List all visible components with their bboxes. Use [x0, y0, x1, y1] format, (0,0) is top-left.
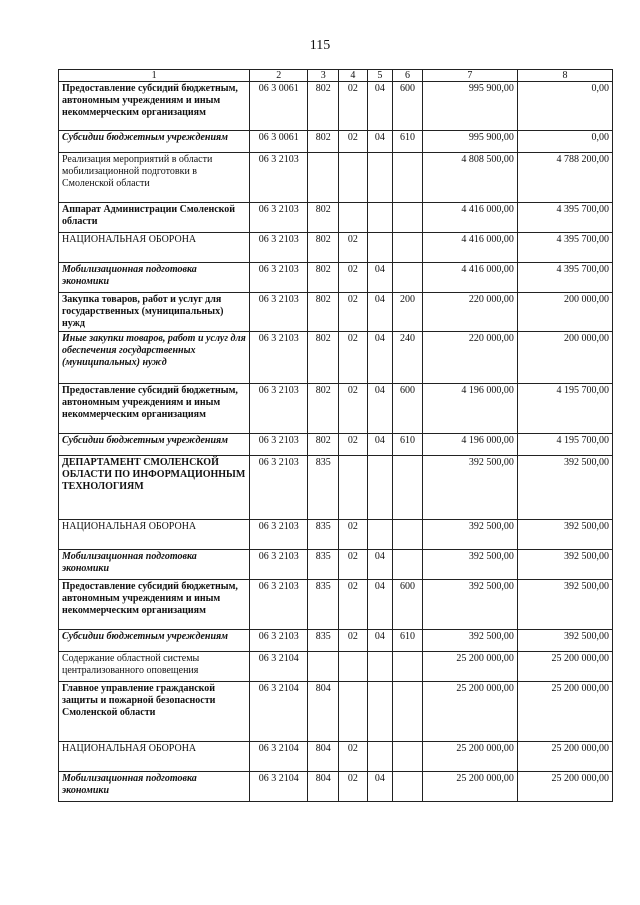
row-expense-type [393, 203, 423, 233]
row-subsection: 04 [367, 263, 393, 293]
row-subsection [367, 456, 393, 520]
table-row [59, 550, 613, 580]
row-subsection [367, 233, 393, 263]
row-sum-year2: 4 395 700,00 [517, 263, 612, 293]
row-name: Содержание областной системы централизованного оповещения [59, 652, 250, 682]
row-subsection [367, 203, 393, 233]
row-expense-type: 600 [393, 580, 423, 630]
header-cell: 7 [422, 70, 517, 82]
row-subsection: 04 [367, 580, 393, 630]
row-expense-type [393, 682, 423, 742]
table-row [59, 580, 613, 630]
row-grbs: 835 [308, 520, 339, 550]
row-sum-year1: 25 200 000,00 [422, 772, 517, 802]
row-expense-type: 610 [393, 131, 423, 153]
table-row [59, 434, 613, 456]
table-row [59, 772, 613, 802]
row-code: 06 3 2103 [250, 434, 308, 456]
row-grbs: 802 [308, 82, 339, 131]
row-sum-year1: 4 196 000,00 [422, 384, 517, 434]
row-code: 06 3 2103 [250, 384, 308, 434]
table-row [59, 742, 613, 772]
row-name: Субсидии бюджетным учреждениям [59, 131, 250, 153]
row-name: Закупка товаров, работ и услуг для государственных (муниципальных) нужд [59, 293, 250, 332]
table-row [59, 652, 613, 682]
row-sum-year2: 0,00 [517, 131, 612, 153]
row-grbs: 802 [308, 233, 339, 263]
row-sum-year2: 200 000,00 [517, 293, 612, 332]
row-sum-year2: 200 000,00 [517, 332, 612, 384]
row-subsection [367, 682, 393, 742]
row-code: 06 3 2103 [250, 580, 308, 630]
row-expense-type: 610 [393, 434, 423, 456]
row-code: 06 3 2103 [250, 293, 308, 332]
row-expense-type [393, 520, 423, 550]
row-grbs: 835 [308, 456, 339, 520]
row-sum-year1: 4 808 500,00 [422, 153, 517, 203]
row-code: 06 3 2103 [250, 520, 308, 550]
table-row [59, 682, 613, 742]
row-section: 02 [339, 263, 368, 293]
row-section: 02 [339, 550, 368, 580]
table-row [59, 293, 613, 332]
row-name: Аппарат Администрации Смоленской области [59, 203, 250, 233]
row-sum-year1: 4 416 000,00 [422, 233, 517, 263]
row-code: 06 3 0061 [250, 131, 308, 153]
row-subsection: 04 [367, 82, 393, 131]
row-code: 06 3 2104 [250, 682, 308, 742]
row-grbs [308, 153, 339, 203]
row-expense-type [393, 153, 423, 203]
row-grbs: 802 [308, 131, 339, 153]
table-row [59, 203, 613, 233]
row-section: 02 [339, 233, 368, 263]
row-code: 06 3 2104 [250, 652, 308, 682]
row-section: 02 [339, 82, 368, 131]
row-code: 06 3 0061 [250, 82, 308, 131]
row-sum-year1: 4 416 000,00 [422, 203, 517, 233]
row-expense-type: 240 [393, 332, 423, 384]
row-grbs: 802 [308, 263, 339, 293]
row-subsection: 04 [367, 630, 393, 652]
table-row [59, 233, 613, 263]
row-section: 02 [339, 520, 368, 550]
row-grbs: 835 [308, 630, 339, 652]
row-name: Мобилизационная подготовка экономики [59, 263, 250, 293]
row-section [339, 153, 368, 203]
row-section: 02 [339, 332, 368, 384]
budget-table [58, 69, 613, 802]
row-name: Субсидии бюджетным учреждениям [59, 630, 250, 652]
row-section: 02 [339, 384, 368, 434]
row-code: 06 3 2104 [250, 742, 308, 772]
row-section: 02 [339, 434, 368, 456]
header-cell: 2 [250, 70, 308, 82]
row-expense-type: 610 [393, 630, 423, 652]
row-sum-year1: 392 500,00 [422, 580, 517, 630]
row-grbs: 835 [308, 580, 339, 630]
table-row [59, 263, 613, 293]
row-code: 06 3 2103 [250, 153, 308, 203]
header-cell: 1 [59, 70, 250, 82]
header-cell: 6 [393, 70, 423, 82]
row-sum-year1: 392 500,00 [422, 630, 517, 652]
header-cell: 8 [517, 70, 612, 82]
row-sum-year1: 25 200 000,00 [422, 742, 517, 772]
row-subsection: 04 [367, 131, 393, 153]
row-sum-year1: 392 500,00 [422, 520, 517, 550]
row-sum-year2: 25 200 000,00 [517, 652, 612, 682]
row-section: 02 [339, 630, 368, 652]
table-row [59, 520, 613, 550]
row-grbs: 802 [308, 203, 339, 233]
row-name: Реализация мероприятий в области мобилизационной подготовки в Смоленской области [59, 153, 250, 203]
row-expense-type: 600 [393, 82, 423, 131]
row-section [339, 456, 368, 520]
row-subsection [367, 153, 393, 203]
row-sum-year2: 25 200 000,00 [517, 772, 612, 802]
row-grbs: 802 [308, 332, 339, 384]
row-sum-year2: 392 500,00 [517, 520, 612, 550]
row-expense-type [393, 652, 423, 682]
row-grbs: 804 [308, 682, 339, 742]
row-expense-type: 600 [393, 384, 423, 434]
table-row [59, 332, 613, 384]
row-expense-type [393, 233, 423, 263]
row-sum-year1: 220 000,00 [422, 332, 517, 384]
row-subsection: 04 [367, 772, 393, 802]
row-sum-year1: 25 200 000,00 [422, 652, 517, 682]
row-name: Мобилизационная подготовка экономики [59, 550, 250, 580]
row-code: 06 3 2103 [250, 332, 308, 384]
row-sum-year2: 4 195 700,00 [517, 434, 612, 456]
row-code: 06 3 2103 [250, 456, 308, 520]
row-sum-year2: 392 500,00 [517, 580, 612, 630]
row-sum-year2: 4 395 700,00 [517, 233, 612, 263]
header-cell: 4 [339, 70, 368, 82]
row-name: Главное управление гражданской защиты и пожарной безопасности Смоленской области [59, 682, 250, 742]
row-code: 06 3 2103 [250, 203, 308, 233]
table-row [59, 82, 613, 131]
row-sum-year1: 4 416 000,00 [422, 263, 517, 293]
row-name: Иные закупки товаров, работ и услуг для обеспечения государственных (муниципальных) нужд [59, 332, 250, 384]
row-sum-year1: 995 900,00 [422, 82, 517, 131]
row-section: 02 [339, 293, 368, 332]
row-section: 02 [339, 131, 368, 153]
row-code: 06 3 2103 [250, 630, 308, 652]
row-name: НАЦИОНАЛЬНАЯ ОБОРОНА [59, 233, 250, 263]
row-subsection: 04 [367, 293, 393, 332]
row-grbs: 802 [308, 384, 339, 434]
row-name: Мобилизационная подготовка экономики [59, 772, 250, 802]
row-code: 06 3 2104 [250, 772, 308, 802]
row-expense-type [393, 772, 423, 802]
table-row [59, 456, 613, 520]
header-cell: 5 [367, 70, 393, 82]
row-sum-year2: 392 500,00 [517, 630, 612, 652]
row-section [339, 652, 368, 682]
row-grbs: 804 [308, 742, 339, 772]
table-row [59, 630, 613, 652]
row-sum-year2: 25 200 000,00 [517, 742, 612, 772]
row-grbs: 804 [308, 772, 339, 802]
row-grbs [308, 652, 339, 682]
row-expense-type [393, 263, 423, 293]
row-sum-year2: 25 200 000,00 [517, 682, 612, 742]
row-subsection [367, 742, 393, 772]
row-sum-year2: 4 788 200,00 [517, 153, 612, 203]
row-code: 06 3 2103 [250, 550, 308, 580]
row-section [339, 682, 368, 742]
header-cell: 3 [308, 70, 339, 82]
row-subsection [367, 520, 393, 550]
row-name: Предоставление субсидий бюджетным, автономным учреждениям и иным некоммерческим организациям [59, 384, 250, 434]
row-grbs: 802 [308, 434, 339, 456]
table-row [59, 384, 613, 434]
row-expense-type [393, 456, 423, 520]
table-row [59, 153, 613, 203]
row-subsection: 04 [367, 384, 393, 434]
row-sum-year2: 392 500,00 [517, 550, 612, 580]
row-sum-year2: 0,00 [517, 82, 612, 131]
row-code: 06 3 2103 [250, 263, 308, 293]
row-name: ДЕПАРТАМЕНТ СМОЛЕНСКОЙ ОБЛАСТИ ПО ИНФОРМАЦИОННЫМ ТЕХНОЛОГИЯМ [59, 456, 250, 520]
row-sum-year2: 392 500,00 [517, 456, 612, 520]
row-sum-year2: 4 195 700,00 [517, 384, 612, 434]
row-code: 06 3 2103 [250, 233, 308, 263]
row-section [339, 203, 368, 233]
page-number: 115 [309, 38, 331, 53]
header-row [59, 70, 613, 82]
row-section: 02 [339, 580, 368, 630]
row-section: 02 [339, 742, 368, 772]
row-grbs: 802 [308, 293, 339, 332]
row-grbs: 835 [308, 550, 339, 580]
row-subsection: 04 [367, 332, 393, 384]
row-sum-year1: 392 500,00 [422, 550, 517, 580]
row-sum-year1: 220 000,00 [422, 293, 517, 332]
row-sum-year1: 25 200 000,00 [422, 682, 517, 742]
row-name: НАЦИОНАЛЬНАЯ ОБОРОНА [59, 742, 250, 772]
table-body [59, 70, 613, 802]
row-subsection: 04 [367, 434, 393, 456]
table-row [59, 131, 613, 153]
row-name: Предоставление субсидий бюджетным, автономным учреждениям и иным некоммерческим организациям [59, 580, 250, 630]
row-section: 02 [339, 772, 368, 802]
row-expense-type: 200 [393, 293, 423, 332]
row-expense-type [393, 742, 423, 772]
row-expense-type [393, 550, 423, 580]
row-name: Предоставление субсидий бюджетным, автономным учреждениям и иным некоммерческим организациям [59, 82, 250, 131]
row-subsection [367, 652, 393, 682]
row-subsection: 04 [367, 550, 393, 580]
row-sum-year1: 392 500,00 [422, 456, 517, 520]
row-sum-year2: 4 395 700,00 [517, 203, 612, 233]
row-sum-year1: 4 196 000,00 [422, 434, 517, 456]
row-sum-year1: 995 900,00 [422, 131, 517, 153]
row-name: НАЦИОНАЛЬНАЯ ОБОРОНА [59, 520, 250, 550]
row-name: Субсидии бюджетным учреждениям [59, 434, 250, 456]
